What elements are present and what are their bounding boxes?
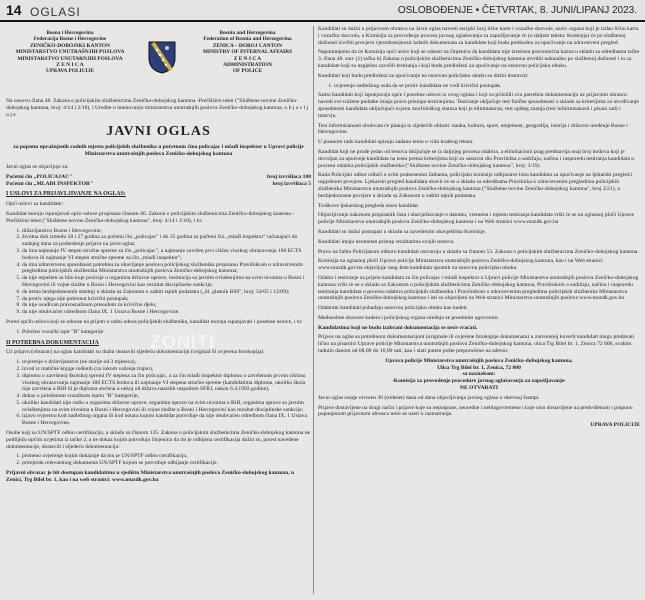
conditions-after: Pored općih uslova koji se odnose na prijem u radni odnos policijskih službenika, kandidat moraju ispunjavati i posebne uslove, i to: — [6, 318, 303, 325]
paragraph: Samo kandidati koji ispunjavaju opće i posebne uslove iz ovog oglasa i koji su priložili svu potrebnu dokumentaciju uz prijavnim obrascu navedi sve tražene podatke imaju pravo pristupa testiranjima. Testiranje uključuje test fizičke sposobnosti u skladu sa kriterijima za utvrđivanje sposobnosti kandidata uključujući ocjenu morfološkog statusa koji je eliminatoran, test opšteg znanja (test informisanosti i pisani rad) i intervju. — [318, 92, 639, 119]
court-certificate-list — [318, 83, 640, 90]
documents-list-2 — [6, 453, 311, 467]
paragraph: Kandidati su dužni u prijavnom obrascu na Javni oglas navesti serijski broj lične karte i vozačke dozvole, naziv organa koji je izdao ličnu kartu i vozačku dozvolu, a Komisija za provođenje procesa javnog oglašavanja za zapošljavanje će (u daljem tekstu: Komisija) će po službenoj dužnosti izvršiti provjeru vjerodostojnosti izdatih dokumenata za kandidate koji budu prethodno za upućivanje na zdravstveni pregled. — [318, 26, 639, 46]
letterhead-english: Bosnia and Herzegovina Federation of Bosnia and Herzegovina ZENICA – DOBOJ CANTON MINISTRY OF INTERNAL AFFAIRS Z E N I C A ADMINISTRATION OF POLICE — [202, 30, 293, 75]
documents-intro: Uz prijavu (obrazac) na oglas kandidati su dužni dostaviti sljedeću dokumentaciju (original ili ovjerena fotokopija): — [6, 349, 265, 356]
intro-text: Na osnovu člana 48. Zakona o policijskim službenicima Zeničko-dobojskog kantona -Prečišćeni tekst ("Službene novine Zeničko-dobojskog kantona, broj: 4/14 i 2/18), i Uredbe o imenovanju ministarstva unutrašnjih poslova Zeničko-dobojskog kantona, o b j a v l j u j e — [6, 98, 309, 118]
address-line: Uprava policije Ministarstva unutrašnjih poslova Zeničko-dobojskog kantona, — [385, 357, 573, 364]
right-column — [318, 26, 640, 594]
paragraph: Objavljivanje zakonom propisanih lista i obavještavanje o datumu, vremenu i mjestu testiranja kandidata vršit će se na oglasnoj ploči Uprave policije Ministarstva unutrašnjih poslova Zeničko-dobojskog kantona i na Web stranici www.muzdk.gov.ba — [318, 212, 634, 226]
list-item: 6. da nema bezbjedonosnih smetnji u skladu sa Zakonom o zaštiti tajnih podataka („Sl. glasnik BiH", broj: 54/05 i 12/09); — [22, 289, 311, 296]
position-label: Početni čin „POLICAJAC" — [6, 173, 73, 180]
paragraph: Odabrani kandidati pohađaju osnovnu policijsku obuku kao kadeti. — [318, 305, 469, 312]
conditions-list — [6, 228, 311, 316]
paragraph: Napominjemo da će Komisija opći uslov koji se odnosi na činjenicu da kandidata nije izrečena pravomoćna kazna u skladu sa odredbama tačke 3. člana 48. stav (1) tačka h) Zakona o policijskim službenicima Zeničko-dobojskog kantona utvrditi naknadno po službenoj dužnosti i to za kandidate koji su uspješno završili testiranja i koji budu predloženi za upućivanje na osnovnu policijsku obuku. — [318, 49, 640, 69]
list-item: 1. državljanstvo Bosne i Hercegovine; — [22, 228, 311, 235]
list-item: 4. dokaz o položenom vozačkom ispitu "B" kategorije, — [22, 393, 311, 400]
paragraph: Troškove ljekarskog pregleda snosi kandidat. — [318, 202, 420, 209]
address-line: sa naznakom: — [462, 371, 496, 378]
paragraph: Kandidat koji ne prođe jedan od testova isključuje se iz daljnjeg procesa odabira, a eliminacioni prag predstavlja onaj broj bodova koji je dovoljan za upućenje kandidata na testu prema kriterijima koji su sastavni dio Pravilnika o sadržaju, načinu i rasporedu testiranja kandidata u procesu odabira policijskih službenika ("Službene novine Zeničko-dobojskog kantona", broj: 3/19). — [318, 148, 635, 169]
section-label: OGLASI — [30, 5, 81, 19]
list-item: 2. primjerak relevantnog dokumenta UN/SPTF kojom se potvrđuje odbijanje certifikacije. — [22, 460, 311, 467]
conditions-intro: Kandidat moraju ispunjavati opće uslove propisane članom 46. Zakona o policijskim službenicima Zeničko-dobojskog kantona -Prečišćeni tekst ("Službene novine Zeničko-dobojskog kantona", broj: 4/14 i 2/18), i to: — [6, 210, 295, 224]
column-divider — [313, 26, 314, 594]
letterhead-local: Bosna i Hercegovina Federacija Bosne i Hercegovine ZENIČKO-DOBOJSKI KANTON MINISTARSTVO UNUTRAŠNJIH POSLOVA MINISTARSTVO UNUTARNJIH POSLOVA Z E N I C A UPRAVA POLICIJE — [15, 30, 125, 75]
masthead-date: OSLOBOĐENJE • ČETVRTAK, 8. JUNI/LIPANJ 2023. — [397, 5, 637, 16]
left-column — [6, 26, 311, 594]
position-label: Početni čin „MLAĐI INSPEKTOR" — [6, 180, 94, 187]
list-item: 3. diplomu o završenoj školskoj spremi IV stepena za čin policajac, a za čin mlađi inspektor diplomu o završenom prvom ciklusu visokog obrazovanja najmanje 180 ECTS bodova ili najmanje VI stepena stručne spreme (kandidatima diploma, ukoliko škola nije završena u BiH ili je diploma stečena u nekoj od država nastalih raspadom SFRJ, nakon 6.4.1992.godine), — [22, 373, 311, 393]
paragraph: Pravo na žalbu Policijskom odboru kandidati ostvaruju u skladu sa članom 53. Zakona o policijskim službenicima Zeničko-dobojskog kantona. — [318, 248, 639, 255]
section-heading: I USLOVI ZA PRIJAVLJIVANJE NA OGLAS: — [6, 191, 126, 198]
list-item: 1. pismeno uvjerenje kojim dokazuje da mu je UN/SPTF odbio certifikaciju, — [22, 453, 311, 460]
ad-title: JAVNI OGLAS — [106, 124, 211, 140]
list-item: 6. izjavu ovjerenu kod nadležnog organa ili kod notara kojom kandidat potvrđuje da nije obuhvaćen odredbom člana IX. 1 Ustava Bosne i Hercegovine. — [22, 413, 311, 427]
list-item: 8. da nije osuđivan pravosnažnom presudom za krivično djelo; — [22, 302, 311, 309]
paragraph: Javni oglas ostaje otvoren 30 (trideset) dana od dana objavljivanja javnog oglasa u dnevnoj štampi. — [318, 394, 540, 401]
mailing-address — [318, 358, 640, 392]
list-item: 5. da nije otpušten sa bilo koje pozicije u organima državne uprave, institucija sa javnim ovlaštenjima na svim nivoima u Bosni i Hercegovini ili vojne službe u Bosni i Hercegovini kao rezultat disciplinske sankcije; — [22, 275, 311, 289]
list-item: 2. izvod iz matične knjige rođenih (za rokom važenja trajno), — [22, 366, 311, 373]
page-number: 14 — [6, 2, 22, 18]
list-item: 1. uvjerenje nadležnog suda da se protiv kandidata ne vodi krivični postupak. — [334, 83, 640, 90]
paragraph: Kandidatima koji ne budu izabrani dokumentacija se neće vraćati. — [318, 324, 478, 331]
list-item: 2. životna dob između 18 i 27 godina za početni čin „policajac" i do 35 godina za početni čin „mlađi inspektor" računajući do zadnjeg dana za podnošenje prijava na javni oglas; — [22, 234, 311, 248]
address-line: NE OTVARATI — [459, 385, 499, 392]
list-item: 1. Položen vozački ispit "B" kategorije — [22, 329, 311, 336]
coat-of-arms-icon — [147, 40, 177, 74]
list-item: 7. da protiv njega nije pokrenut krivični postupak; — [22, 296, 311, 303]
paragraph: Test informisanosti obuhvata će pitanja iz sljedećih oblasti: nauka, kultura, sport, umjetnost, geografija, istorija i državno uređenje Bosne i Hercegovine. — [318, 122, 628, 136]
paragraph: Međusobne obaveze kadeta i policijskog organa uređuju se posebnim ugovorom. — [318, 314, 500, 321]
paragraph: Prijave dostavljene na drugi način i prijave koje su nepotpune, neuredne i neblagovremene i koje nisu dostavljene na predviđenom i potpuno popunjenom prijavnom obrascu neće se uzeti u razmatranje. — [318, 404, 633, 418]
paragraph: Kandidati imaju neometan pristup rezultatima svojih testova. — [318, 238, 455, 245]
paragraph: U pisanom radu kandidati opisuju zadanu temu u vidu kratkog teksta. — [318, 139, 474, 146]
position-row — [6, 174, 311, 181]
list-item: 4. da ima zdravstvenu sposobnost potrebnu za obavljanje poslova policijskog službenika propisanu Pravilnikom o zdravstvenim pregledima policijskih službenika Ministarstva unutrašnjih poslova Zeničko-dobojskog kantona; — [22, 262, 311, 276]
form-availability-note: Prijavni obrazac je bit dostupan kandidatima u sjedištu Ministarstva unutrašnjih poslova Zeničko-dobojskog kantona, u Zenici, Trg Bilel br. 1, kao i na web stranici: www.muzdk.gov.ba — [6, 470, 295, 483]
paragraph: Odabir i testiranje za prijem kandidata za čin policajac i mlađi inspektor u Upravi policije Ministarstva unutrašnjih poslova Zeničko-dobojskog kantona vršit će se u skladu sa Zakonom o policijskim službenicima Zeničko-dobojskog kantona, Pravilnikom o sadržaju, načinu i rasporedu testiranja kandidata u procesu odabira policijskih službenika i Pravilnikom o zdravstvenim pregledima policijskih službenika Ministarstva unutrašnjih poslova Zeničko-dobojskog kantona i isti su objavljeni na Web stranici Ministarstva unutrašnjih poslova www.muzdk.gov.ba — [318, 274, 639, 302]
positions-intro: Javni oglas se objavljuje za: — [6, 163, 69, 170]
newspaper-header-bar — [0, 0, 645, 22]
address-line: -Komisija za provođenje procedure javnog oglašavanja za zapošljavanje- — [391, 378, 567, 385]
paragraph: Prijave na oglas sa potrebnom dokumentacijom (originale ili ovjerene fotokopije dokumenata) u zatvorenoj koverti kandidati mogu predavati lično na pisarnici Uprave policije Ministarstva unutrašnjih poslova Zeničko-dobojskog kantona, ulica Trg Bilel br. 1, Zenica 72 000, svakim radnim danom od 08,00 do 16,00 sati, kao i slati putem pošte preporučeno na adresu: — [318, 334, 635, 355]
address-line: Ulica Trg Bilel br. 1, Zenica, 72 000 — [437, 364, 521, 371]
position-row — [6, 181, 311, 188]
general-conditions-label: Opći uslovi za kandidate: — [6, 201, 64, 208]
paragraph: Kandidati koji budu predloženi za upućivanje na osnovnu policijsku obuku su dužni dostaviti: — [318, 72, 529, 79]
position-count: broj izvršilaca 5 — [272, 180, 311, 187]
list-item: 9. da nije obuhvaćen odredbom člana IX. 1 Ustava Bosne i Hercegovine. — [22, 309, 311, 316]
documents-after: Osobe koji su UN/SPTF odbio certifikaciju, a skladu sa članom 135. Zakona o policijskim službenicima Zeničko-dobojskog kantona ne podliježu općim uvjetima iz tačke 2, a ne dokaz kojim potvrđuju činjenicu da im je odbijena certifikacija dužni su, pored navedene dokumentacije, dostaviti i sljedeću dokumentaciju: — [6, 430, 311, 450]
paragraph: Komisija na oglasnoj ploči Uprave policije Ministarstva unutrašnjih poslova Zeničko-dobojskog kantona, kao i na Web stranici www.muzdk.gov.ba objavljuje rang-liste kandidata uputnih na osnovnu policijsku obuku. — [318, 258, 603, 272]
list-item: 5. ukoliko kandidati nije radio u organima državne uprave, organima uprave na svim nivoima u BiH, organima uprave sa javnim ovlaštenjima na svim nivoima u Bosni i Hercegovini ili vojne službe u Bosni i Hercegovini kao rezultat disciplinske sankcije; — [22, 400, 311, 414]
list-item: 3. da ima najmanje IV stepen stručne spreme za čin „policajac", a najmanje završen prvi ciklus visokog obrazovanja 180 ECTS bodova ili najmanje VI stepen stručne spreme za čin „mlađi inspektor"; — [22, 248, 311, 262]
section-heading: II POTREBNA DOKUMENTACIJA — [6, 339, 99, 346]
documents-list — [6, 359, 311, 427]
ad-subtitle: za popunu upražnjenih radnih mjesta policijskih službenika u početnom čina policajac i mlađi inspektor u Upravi policije Ministarstva unutrašnjih poslova Zeničko-dobojskog kantona — [13, 144, 304, 158]
watermark: ZONITI — [150, 332, 215, 352]
list-item: 1. uvjerenje o državljanstvu (ne starije od 3 mjeseca), — [22, 359, 311, 366]
ad-letterhead — [6, 26, 311, 98]
signature: UPRAVA POLICIJE — [590, 422, 640, 429]
paragraph: Kandidati su dužni postupati u skladu sa navedenim obavještima Komisije. — [318, 228, 487, 235]
position-count: broj izvršilaca 100 — [266, 173, 311, 180]
paragraph: Kada Policijski odbor odluči o svim podnesenim žalbama, policijsku komisije odlijunave listu kandidata za upućivanje na ljekarski pregled i uspješnom provjere. Ljekarski pregled kandidata obavit će se u skladu sa odredbama Pravilnika o zdravstvenim pregledima policijskih službenika Ministarstva unutrašnjih poslova Zeničko-dobojskog kantona ("Službene novine Zeničko-dobojskog kantona", broj 2/21), a bezbjedonosne provjere u skladu sa Zakonom o zaštiti tajnih podataka. — [318, 172, 633, 199]
